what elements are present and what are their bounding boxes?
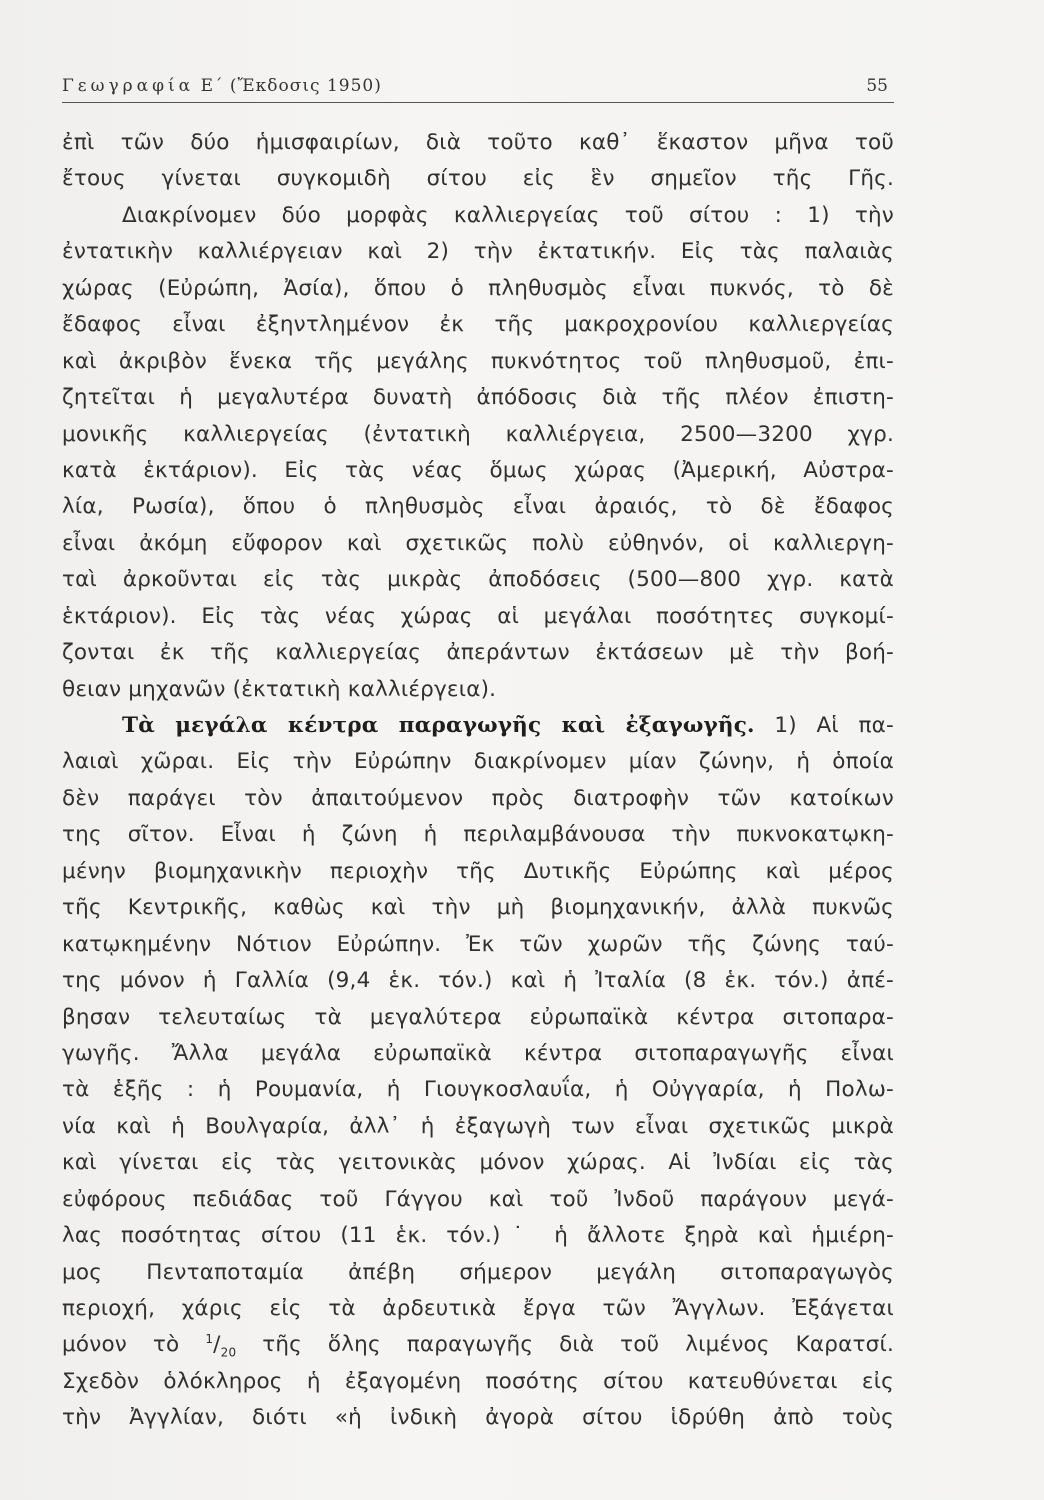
text-line: της μόνον ἡ Γαλλία (9,4 ἑκ. τόν.) καὶ ἡ Ἰταλία (8 ἑκ. τόν.) ἀπέ- <box>62 968 894 994</box>
text-line: χώρας (Εὐρώπη, Ἀσία), ὅπου ὁ πληθυσμὸς εἶναι πυκνός, τὸ δὲ <box>62 275 894 301</box>
text-line: Διακρίνομεν δύο μορφὰς καλλιεργείας τοῦ σίτου : 1) τὴν <box>122 202 894 228</box>
fraction-line-after: τῆς ὅλης παραγωγῆς διὰ τοῦ λιμένος Καρατσί. <box>262 1332 894 1358</box>
text-line: της σῖτον. Εἶναι ἡ ζώνη ἡ περιλαμβάνουσα τὴν πυκνοκατῳκη- <box>62 822 894 848</box>
text-line: μένην βιομηχανικὴν περιοχὴν τῆς Δυτικῆς Εὐρώπης καὶ μέρος <box>62 858 894 884</box>
text-line: εὐφόρους πεδιάδας τοῦ Γάγγου καὶ τοῦ Ἰνδοῦ παράγουν μεγά- <box>62 1186 894 1212</box>
text-line: Σχεδὸν ὁλόκληρος ἡ ἐξαγομένη ποσότης σίτου κατευθύνεται εἰς <box>62 1368 894 1394</box>
section-heading-continuation: 1) Αἱ πα- <box>774 713 894 738</box>
text-line: περιοχή, χάρις εἰς τὰ ἀρδευτικὰ ἔργα τῶν Ἄγγλων. Ἐξάγεται <box>62 1296 894 1321</box>
section-heading-line <box>62 708 894 744</box>
text-line: καὶ γίνεται εἰς τὰς γειτονικὰς μόνον χώρας. Αἱ Ἰνδίαι εἰς τὰς <box>62 1150 894 1176</box>
text-line: ἐντατικὴν καλλιέργειαν καὶ 2) τὴν ἐκτατικήν. Εἰς τὰς παλαιὰς <box>62 239 894 265</box>
text-line: θειαν μηχανῶν (ἐκτατικὴ καλλιέργεια). <box>62 676 497 702</box>
text-line: λας ποσότητας σίτου (11 ἑκ. τόν.)˙ ἡ ἄλλοτε ξηρὰ καὶ ἡμιέρη- <box>62 1223 894 1249</box>
text-line: εἶναι ἀκόμη εὔφορον καὶ σχετικῶς πολὺ εὐθηνόν, οἱ καλλιεργη- <box>62 530 894 556</box>
running-header-title <box>62 76 382 96</box>
text-line: καὶ ἀκριβὸν ἕνεκα τῆς μεγάλης πυκνότητος τοῦ πληθυσμοῦ, ἐπι- <box>62 348 894 374</box>
body-text <box>62 125 894 1437</box>
text-line: βησαν τελευταίως τὰ μεγαλύτερα εὐρωπαϊκὰ κέντρα σιτοπαρα- <box>62 1004 894 1030</box>
text-line: μονικῆς καλλιεργείας (ἐντατικὴ καλλιέργεια, 2500—3200 χγρ. <box>62 421 894 447</box>
text-line: τὰ ἑξῆς : ἡ Ρουμανία, ἡ Γιουγκοσλαυΐα, ἡ Οὐγγαρία, ἡ Πολω- <box>62 1077 894 1103</box>
text-line: ταὶ ἀρκοῦνται εἰς τὰς μικρὰς ἀποδόσεις (500—800 χγρ. κατὰ <box>62 567 894 593</box>
text-line: κατὰ ἑκτάριον). Εἰς τὰς νέας ὅμως χώρας (Ἀμερική, Αὐστρα- <box>62 457 894 483</box>
page-number: 55 <box>866 76 888 96</box>
text-line: ἔδαφος εἶναι ἐξηντλημένον ἐκ τῆς μακροχρονίου καλλιεργείας <box>62 312 894 338</box>
book-title: Γεωγραφία <box>62 76 195 96</box>
text-line: κατῳκημένην Νότιον Εὐρώπην. Ἐκ τῶν χωρῶν τῆς ζώνης ταύ- <box>62 931 894 957</box>
text-line: ἑκτάριον). Εἰς τὰς νέας χώρας αἱ μεγάλαι ποσότητες συγκομί- <box>62 603 894 629</box>
text-line-fraction <box>62 1327 894 1363</box>
text-line: μος Πενταποταμία ἀπέβη σήμερον μεγάλη σιτοπαραγωγὸς <box>62 1259 894 1285</box>
running-header <box>62 72 894 103</box>
text-line: νία καὶ ἡ Βουλγαρία, ἀλλ᾽ ἡ ἐξαγωγὴ των εἶναι σχετικῶς μικρὰ <box>62 1113 894 1139</box>
text-line: δὲν παράγει τὸν ἀπαιτούμενον πρὸς διατροφὴν τῶν κατοίκων <box>62 785 894 811</box>
section-heading: Τὰ μεγάλα κέντρα παραγωγῆς καὶ ἐξαγωγῆς. <box>122 713 755 738</box>
text-line: λαιαὶ χῶραι. Εἰς τὴν Εὐρώπην διακρίνομεν μίαν ζώνην, ἡ ὁποία <box>62 749 894 775</box>
text-line: τῆς Κεντρικῆς, καθὼς καὶ τὴν μὴ βιομηχανικήν, ἀλλὰ πυκνῶς <box>62 895 894 921</box>
text-line: ἐπὶ τῶν δύο ἡμισφαιρίων, διὰ τοῦτο καθ᾽ ἕκαστον μῆνα τοῦ <box>62 130 894 155</box>
fraction-numerator: 1 <box>205 1332 214 1347</box>
text-line: γωγῆς. Ἄλλα μεγάλα εὐρωπαϊκὰ κέντρα σιτοπαραγωγῆς εἶναι <box>62 1040 894 1066</box>
book-edition: Ε΄ (Ἔκδοσις 1950) <box>200 76 382 96</box>
text-line: τὴν Ἀγγλίαν, διότι «ἡ ἰνδικὴ ἀγορὰ σίτου ἱδρύθη ἀπὸ τοὺς <box>62 1405 894 1431</box>
fraction: $^1/_{20}$ <box>205 1332 237 1360</box>
text-line: ζονται ἐκ τῆς καλλιεργείας ἀπεράντων ἐκτάσεων μὲ τὴν βοή- <box>62 640 894 666</box>
text-line: λία, Ρωσία), ὅπου ὁ πληθυσμὸς εἶναι ἀραιός, τὸ δὲ ἔδαφος <box>62 494 894 520</box>
fraction-denominator: 20 <box>220 1345 237 1360</box>
text-line: ζητεῖται ἡ μεγαλυτέρα δυνατὴ ἀπόδοσις διὰ τῆς πλέον ἐπιστη- <box>62 385 894 411</box>
fraction-line-before: μόνον τὸ <box>62 1332 180 1358</box>
text-line: ἔτους γίνεται συγκομιδὴ σίτου εἰς ἓν σημεῖον τῆς Γῆς. <box>62 166 894 192</box>
